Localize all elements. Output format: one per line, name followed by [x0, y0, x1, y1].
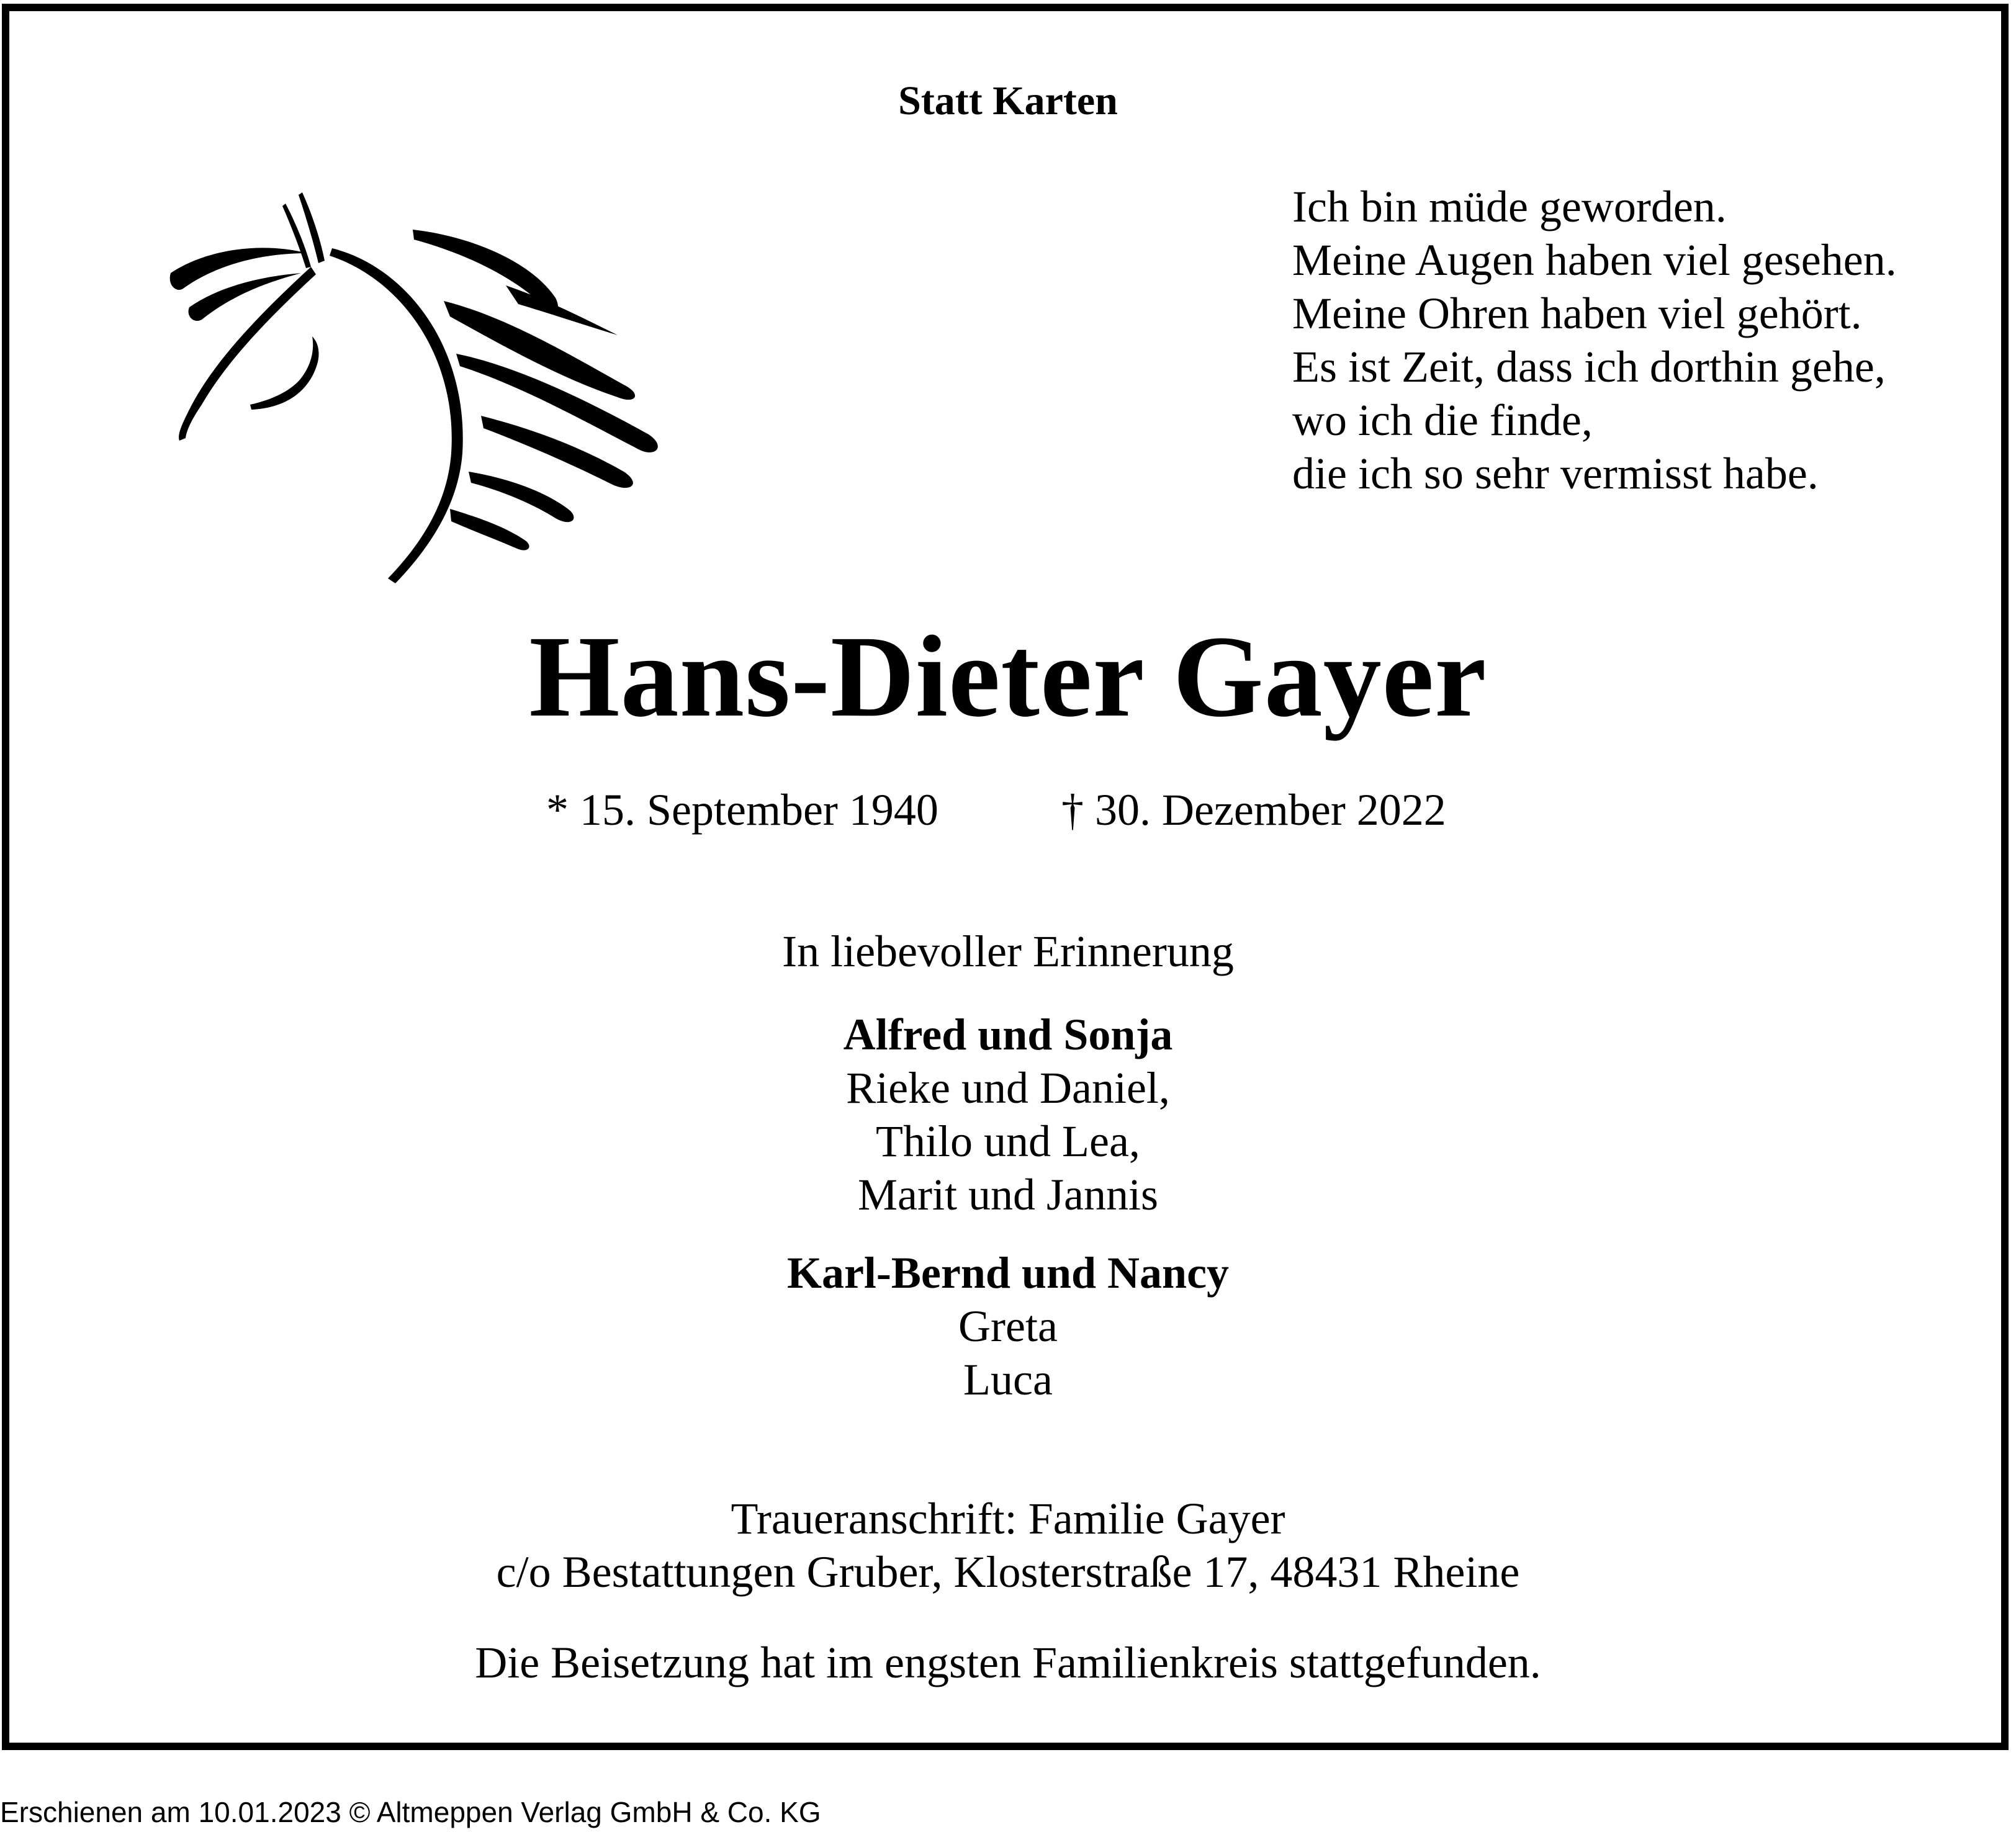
poem-line: wo ich die finde, — [1292, 395, 1593, 445]
mourner-group-head: Alfred und Sonja — [843, 1010, 1173, 1059]
poem-line: Meine Augen haben viel gesehen. — [1292, 235, 1897, 285]
deceased-name: Hans-Dieter Gayer — [529, 611, 1487, 741]
poem — [1292, 180, 1897, 500]
address-line: Traueranschrift: Familie Gayer — [731, 1494, 1285, 1543]
mourner-member: Luca — [963, 1355, 1053, 1404]
mourner-group-head: Karl-Bernd und Nancy — [786, 1248, 1230, 1298]
mourner-group — [0, 1008, 2016, 1221]
horse-head-icon — [158, 180, 717, 590]
mourner-member: Thilo und Lea, — [876, 1116, 1140, 1166]
poem-line: Meine Ohren haben viel gehört. — [1292, 289, 1862, 338]
publication-footer: Erschienen am 10.01.2023 © Altmeppen Verlag GmbH & Co. KG — [0, 1796, 821, 1828]
mourner-member: Marit und Jannis — [858, 1170, 1158, 1219]
notice-header: Statt Karten — [898, 78, 1118, 123]
mourners-list — [0, 1008, 2016, 1431]
memory-line: In liebevoller Erinnerung — [782, 927, 1234, 976]
death-date: † 30. Dezember 2022 — [1061, 785, 1446, 835]
poem-line: Es ist Zeit, dass ich dorthin gehe, — [1292, 342, 1886, 392]
birth-date: * 15. September 1940 — [546, 785, 938, 835]
address-line: c/o Bestattungen Gruber, Klosterstraße 17, 48431 Rheine — [496, 1547, 1520, 1597]
mourner-group — [0, 1246, 2016, 1406]
poem-line: die ich so sehr vermisst habe. — [1292, 449, 1819, 498]
mourner-member: Rieke und Daniel, — [846, 1063, 1170, 1113]
poem-line: Ich bin müde geworden. — [1292, 182, 1727, 231]
mourning-address — [0, 1492, 2016, 1599]
burial-note: Die Beisetzung hat im engsten Familienkreis stattgefunden. — [475, 1638, 1541, 1687]
mourner-member: Greta — [958, 1301, 1058, 1351]
